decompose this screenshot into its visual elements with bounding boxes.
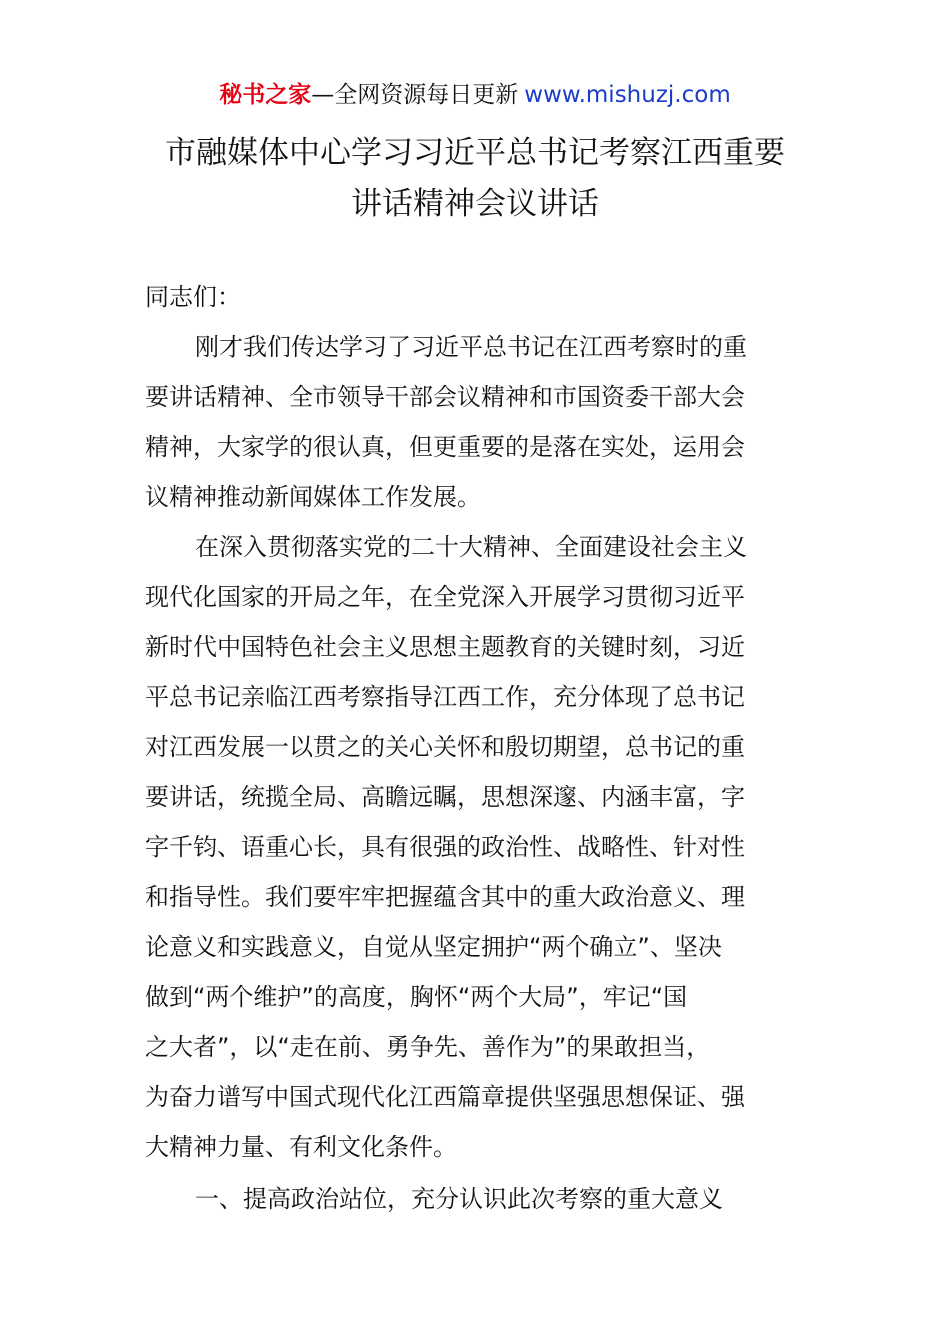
salutation: 同志们： (145, 283, 241, 311)
paragraph-line: 和指导性。我们要牢牢把握蕴含其中的重大政治意义、理 (145, 883, 745, 911)
title-line-1: 市融媒体中心学习习近平总书记考察江西重要 (165, 135, 785, 171)
paragraph-line: 议精神推动新闻媒体工作发展。 (145, 483, 481, 511)
paragraph-line: 刚才我们传达学习了习近平总书记在江西考察时的重 (195, 333, 747, 361)
paragraph-line: 要讲话精神、全市领导干部会议精神和市国资委干部大会 (145, 383, 745, 411)
paragraph-line: 大精神力量、有利文化条件。 (145, 1133, 457, 1161)
paragraph-line: 对江西发展一以贯之的关心关怀和殷切期望，总书记的重 (145, 733, 745, 761)
paragraph-line: 平总书记亲临江西考察指导江西工作，充分体现了总书记 (145, 683, 745, 711)
paragraph-line: 现代化国家的开局之年，在全党深入开展学习贯彻习近平 (145, 583, 745, 611)
title-line-2: 讲话精神会议讲话 (351, 186, 599, 222)
paragraph-line: 论意义和实践意义，自觉从坚定拥护“两个确立”、坚决 (145, 933, 722, 961)
header-tagline: —全网资源每日更新 (311, 82, 519, 108)
paragraph-line: 要讲话，统揽全局、高瞻远瞩，思想深邃、内涵丰富，字 (145, 783, 745, 811)
brand-name: 秘书之家 (219, 82, 312, 108)
paragraph-line: 字千钧、语重心长，具有很强的政治性、战略性、针对性 (145, 833, 745, 861)
paragraph-line: 为奋力谱写中国式现代化江西篇章提供坚强思想保证、强 (145, 1083, 745, 1111)
paragraph-2 (145, 522, 810, 1172)
site-url-link[interactable]: www.mishuzj.com (524, 82, 731, 108)
paragraph-line: 之大者”，以“走在前、勇争先、善作为”的果敢担当， (145, 1033, 711, 1061)
paragraph-line: 新时代中国特色社会主义思想主题教育的关键时刻，习近 (145, 633, 745, 661)
document-title (100, 128, 850, 230)
site-header (0, 78, 950, 112)
paragraph-line: 在深入贯彻落实党的二十大精神、全面建设社会主义 (195, 533, 747, 561)
section-heading: 一、提高政治站位，充分认识此次考察的重大意义 (195, 1185, 723, 1213)
paragraph-1 (145, 322, 810, 522)
paragraph-line: 做到“两个维护”的高度，胸怀“两个大局”，牢记“国 (145, 983, 688, 1011)
paragraph-line: 精神，大家学的很认真，但更重要的是落在实处，运用会 (145, 433, 745, 461)
document-body (145, 272, 810, 1224)
